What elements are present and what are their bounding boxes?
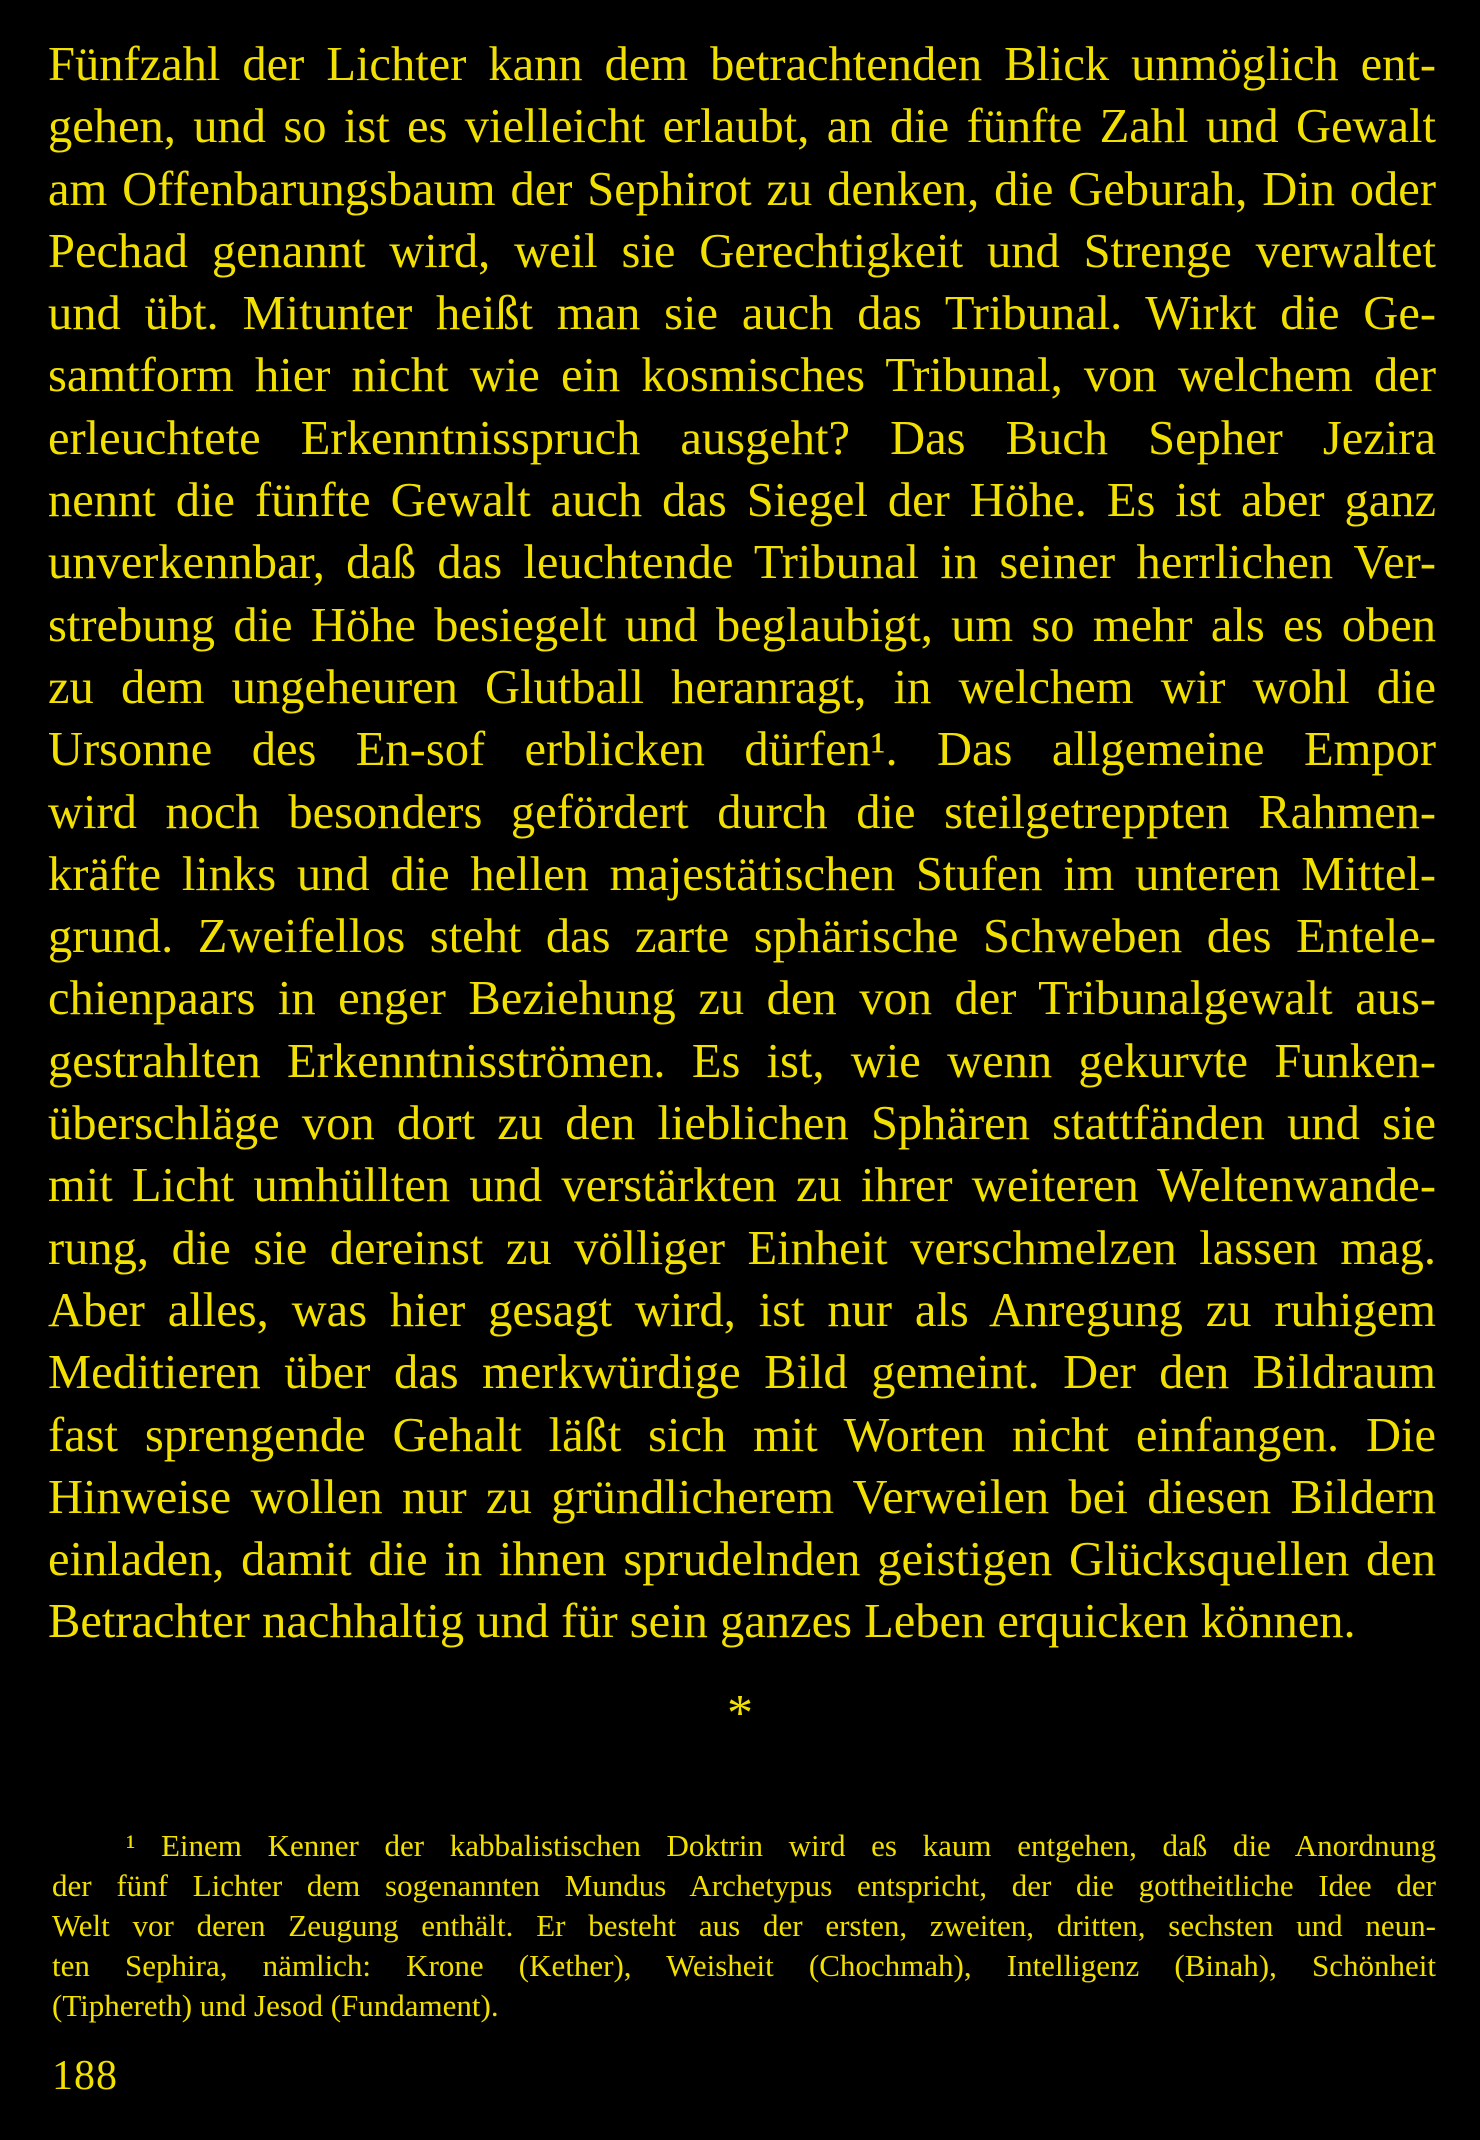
text-line: erleuchtete Erkenntnisspruch ausgeht? Das Buch Sepher Jezira: [48, 411, 1436, 465]
footnote: [52, 1826, 1436, 2026]
footnote-line: ¹ Einem Kenner der kabbalistischen Doktrin wird es kaum entgehen, daß die Anordnung: [126, 1828, 1436, 1863]
text-line: zu dem ungeheuren Glutball heranragt, in welchem wir wohl die: [48, 660, 1436, 714]
text-line: unverkennbar, daß das leuchtende Tribunal in seiner herrlichen Ver-: [48, 536, 1436, 590]
footnote-line: ten Sephira, nämlich: Krone (Kether), Weisheit (Chochmah), Intelligenz (Binah), Schönheit: [52, 1948, 1436, 1983]
text-line: wird noch besonders gefördert durch die steilgetreppten Rahmen-: [48, 785, 1436, 839]
text-line: Pechad genannt wird, weil sie Gerechtigkeit und Strenge verwaltet: [48, 224, 1436, 278]
text-line: kräfte links und die hellen majestätischen Stufen im unteren Mittel-: [48, 847, 1436, 901]
footnote-line: der fünf Lichter dem sogenannten Mundus Archetypus entspricht, der die gottheitliche Idee der: [52, 1868, 1436, 1903]
footnote-line: (Tiphereth) und Jesod (Fundament).: [52, 1988, 499, 2023]
text-line: grund. Zweifellos steht das zarte sphärische Schweben des Entele-: [48, 910, 1436, 964]
text-line: chienpaars in enger Beziehung zu den von der Tribunalgewalt aus-: [48, 972, 1436, 1026]
text-line: Ursonne des En-sof erblicken dürfen¹. Das allgemeine Empor: [48, 723, 1436, 777]
page-number: 188: [52, 2053, 118, 2099]
text-line: fast sprengende Gehalt läßt sich mit Worten nicht einfangen. Die: [48, 1408, 1436, 1462]
text-line: gestrahlten Erkenntnisströmen. Es ist, wie wenn gekurvte Funken-: [48, 1034, 1436, 1088]
text-line: mit Licht umhüllten und verstärkten zu ihrer weiteren Weltenwande-: [48, 1159, 1436, 1213]
text-line: Hinweise wollen nur zu gründlicherem Verweilen bei diesen Bildern: [48, 1470, 1436, 1524]
text-line: Betrachter nachhaltig und für sein ganzes Leben erquicken können.: [48, 1595, 1356, 1649]
text-line: strebung die Höhe besiegelt und beglaubigt, um so mehr als es oben: [48, 598, 1436, 652]
text-line: samtform hier nicht wie ein kosmisches Tribunal, von welchem der: [48, 349, 1436, 403]
text-line: Aber alles, was hier gesagt wird, ist nur als Anregung zu ruhigem: [48, 1283, 1436, 1337]
body-text: [48, 34, 1436, 1654]
text-line: Meditieren über das merkwürdige Bild gemeint. Der den Bildraum: [48, 1346, 1436, 1400]
text-line: gehen, und so ist es vielleicht erlaubt, an die fünfte Zahl und Gewalt: [48, 100, 1436, 154]
text-line: überschläge von dort zu den lieblichen Sphären stattfänden und sie: [48, 1097, 1436, 1151]
text-line: und übt. Mitunter heißt man sie auch das Tribunal. Wirkt die Ge-: [48, 287, 1436, 341]
text-line: einladen, damit die in ihnen sprudelnden geistigen Glücksquellen den: [48, 1533, 1436, 1587]
text-line: Fünfzahl der Lichter kann dem betrachtenden Blick unmöglich ent-: [48, 38, 1436, 91]
section-separator: *: [727, 1685, 753, 1742]
text-line: rung, die sie dereinst zu völliger Einheit verschmelzen lassen mag.: [48, 1221, 1436, 1275]
text-line: am Offenbarungsbaum der Sephirot zu denken, die Geburah, Din oder: [48, 162, 1436, 216]
text-line: nennt die fünfte Gewalt auch das Siegel der Höhe. Es ist aber ganz: [48, 474, 1436, 528]
footnote-line: Welt vor deren Zeugung enthält. Er besteht aus der ersten, zweiten, dritten, sechsten und neun-: [52, 1908, 1436, 1943]
